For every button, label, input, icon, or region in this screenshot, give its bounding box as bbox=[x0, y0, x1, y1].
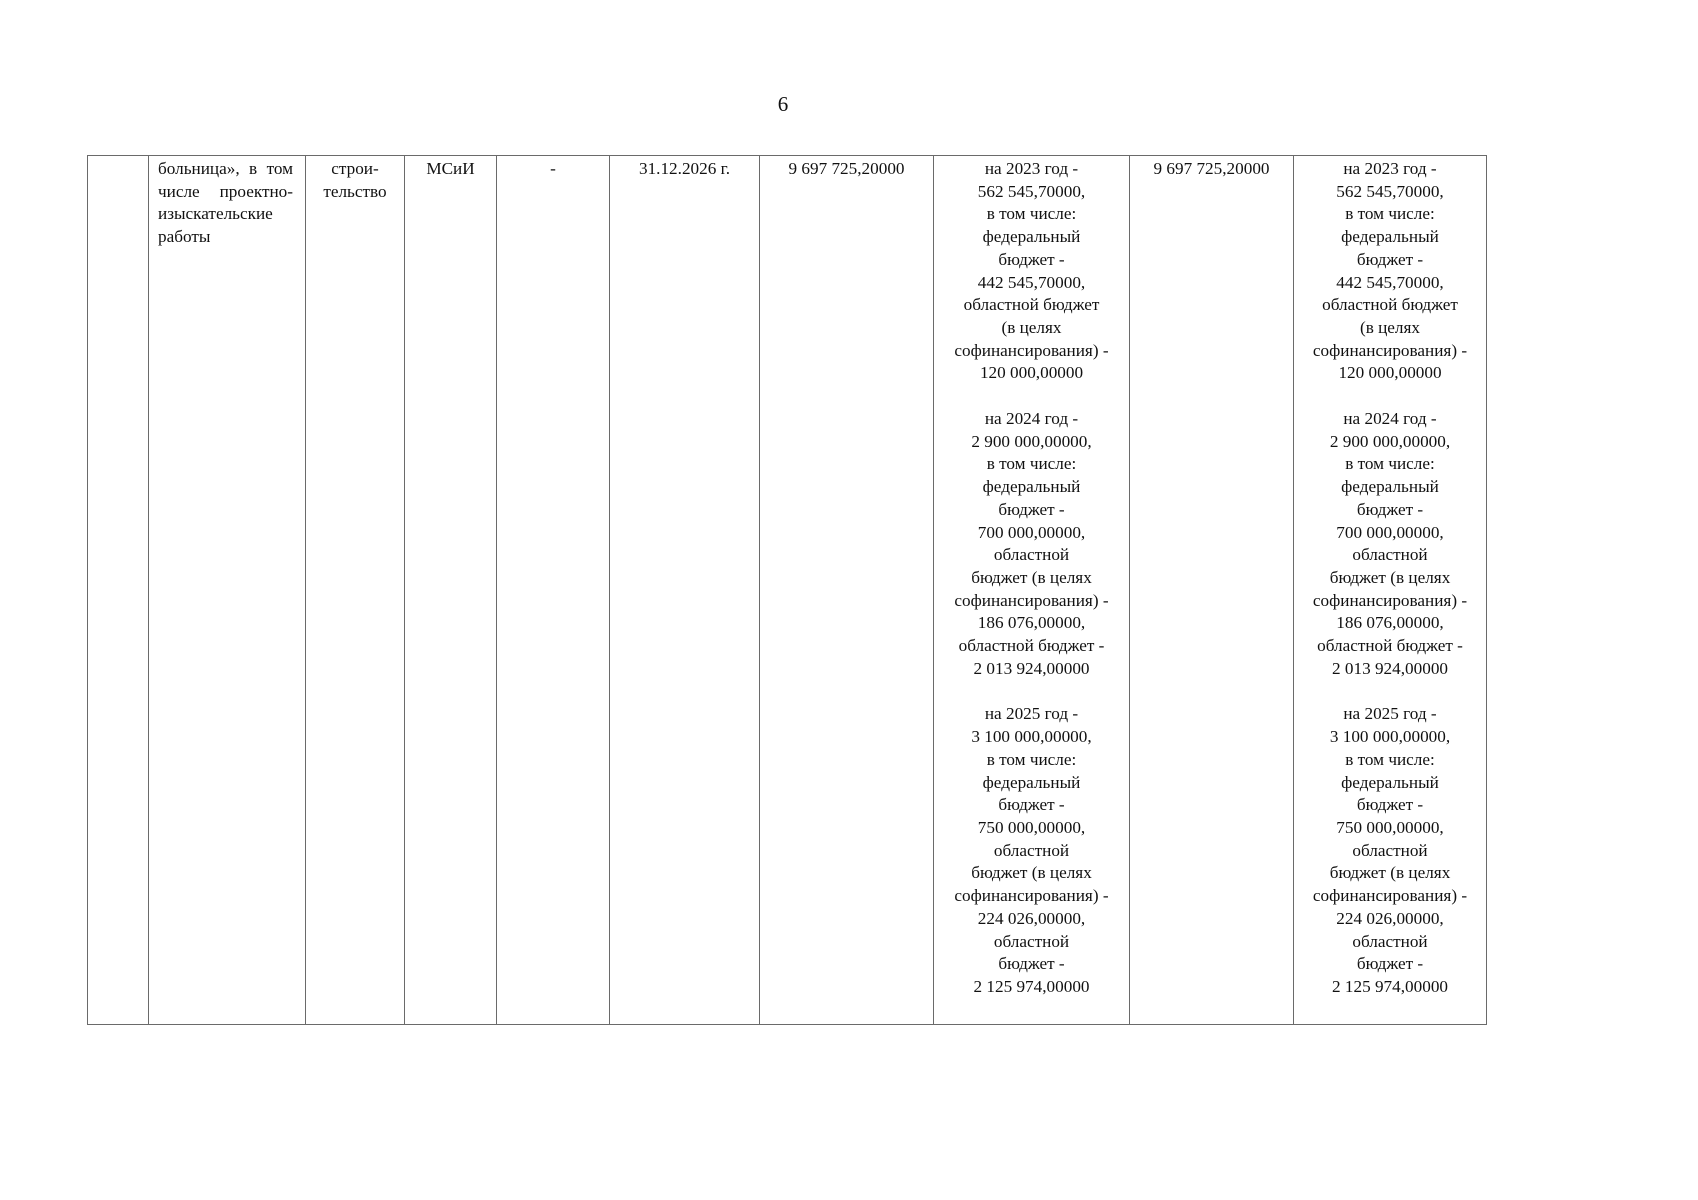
funding-by-year-cell bbox=[934, 156, 1130, 1025]
end-date-cell: 31.12.2026 г. bbox=[610, 156, 760, 1025]
object-name-cell: больница», в том числе проектно-изыскательские работы bbox=[149, 156, 306, 1025]
total-cost-cell: 9 697 725,20000 bbox=[760, 156, 934, 1025]
table-row bbox=[88, 156, 1487, 1025]
page-number: 6 bbox=[777, 92, 789, 116]
row-number-cell bbox=[88, 156, 149, 1025]
funding-by-year-cell-2 bbox=[1294, 156, 1487, 1025]
funding2-2025: на 2025 год - 3 100 000,00000, в том числе: федеральный бюджет - 750 000,00000, областной бюджет (в целях софинансирования) - 224 026,00000, областной бюджет - 2 125 974,00000 bbox=[1312, 704, 1468, 996]
funding-2025: на 2025 год - 3 100 000,00000, в том числе: федеральный бюджет - 750 000,00000, областной бюджет (в целях софинансирования) - 224 026,00000, областной бюджет - 2 125 974,00000 bbox=[954, 704, 1109, 996]
total-cost-cell-2: 9 697 725,20000 bbox=[1130, 156, 1294, 1025]
funding2-2024: на 2024 год - 2 900 000,00000, в том числе: федеральный бюджет - 700 000,00000, областной бюджет (в целях софинансирования) - 186 076,00000, областной бюджет - 2 013 924,00000 bbox=[1312, 409, 1468, 678]
funding-2024: на 2024 год - 2 900 000,00000, в том числе: федеральный бюджет - 700 000,00000, областной бюджет (в целях софинансирования) - 186 076,00000, областной бюджет - 2 013 924,00000 bbox=[954, 409, 1109, 678]
funding2-2023: на 2023 год - 562 545,70000, в том числе: федеральный бюджет - 442 545,70000, областной бюджет (в целях софинансирования) - 120 000,00000 bbox=[1312, 159, 1468, 383]
investment-table bbox=[87, 155, 1487, 1025]
responsible-cell: МСиИ bbox=[405, 156, 497, 1025]
start-date-cell: - bbox=[497, 156, 610, 1025]
funding-2023: на 2023 год - 562 545,70000, в том числе: федеральный бюджет - 442 545,70000, областной бюджет (в целях софинансирования) - 120 000,00000 bbox=[954, 159, 1109, 383]
work-type-cell: строи- тельство bbox=[306, 156, 405, 1025]
